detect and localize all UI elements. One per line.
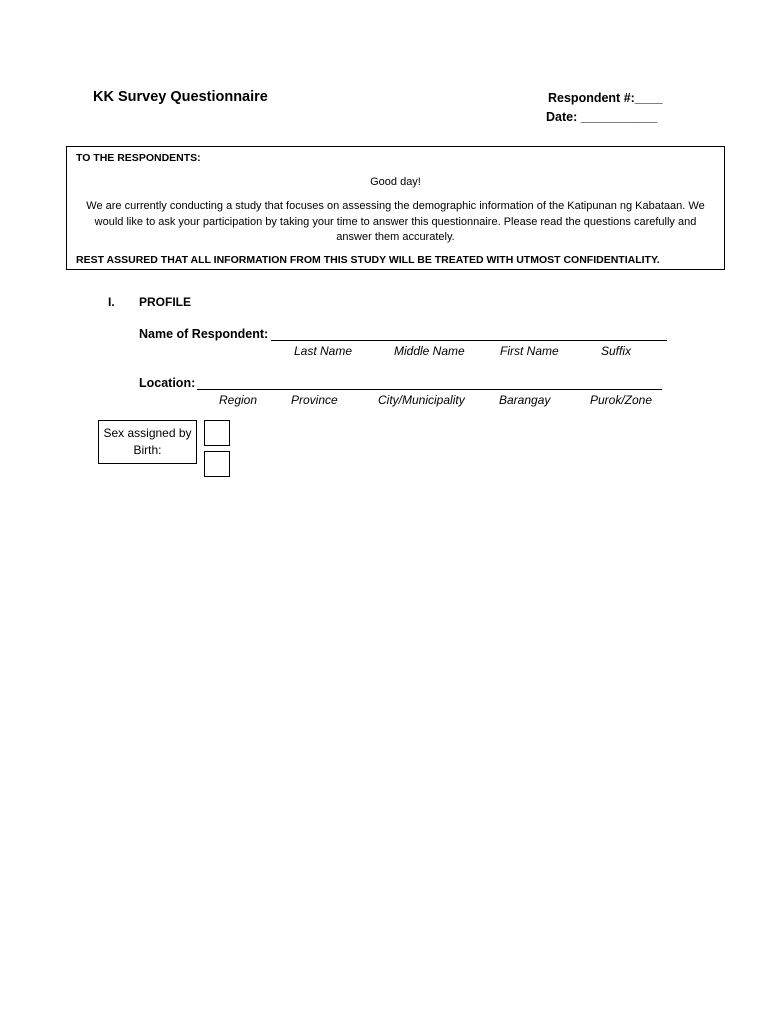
notice-body: We are currently conducting a study that focuses on assessing the demographic information of the Katipunan ng Kabataan. We would like to ask your participation by taking your time to answer this questionnaire. Please read the questions carefully and answer them accurately. <box>86 200 705 243</box>
name-sublabel-suffix: Suffix <box>601 344 632 358</box>
respondent-number-field: Respondent #:____ <box>548 91 663 105</box>
location-sublabel-city: City/Municipality <box>378 393 465 407</box>
page-title: KK Survey Questionnaire <box>93 89 268 105</box>
location-sublabel-barangay: Barangay <box>499 393 551 407</box>
date-field: Date: ___________ <box>546 110 658 124</box>
sex-option-checkbox-1[interactable] <box>204 420 230 446</box>
name-of-respondent-line[interactable] <box>271 340 667 341</box>
respondent-notice-box <box>66 146 725 270</box>
section-title: PROFILE <box>139 295 192 309</box>
location-label: Location: <box>139 376 196 390</box>
name-of-respondent-label: Name of Respondent: <box>139 327 269 341</box>
confidentiality-statement: REST ASSURED THAT ALL INFORMATION FROM THIS STUDY WILL BE TREATED WITH UTMOST CONFIDENTIALITY. <box>76 254 660 266</box>
location-sublabel-region: Region <box>219 393 258 407</box>
location-line[interactable] <box>197 389 662 390</box>
sex-option-checkbox-2[interactable] <box>204 451 230 477</box>
sex-assigned-label-box <box>98 420 197 464</box>
notice-greeting: Good day! <box>370 176 421 188</box>
notice-heading: TO THE RESPONDENTS: <box>76 152 201 164</box>
section-number: I. <box>108 295 115 309</box>
name-sublabel-last: Last Name <box>294 344 353 358</box>
name-sublabel-first: First Name <box>500 344 559 358</box>
sex-assigned-label: Sex assigned by Birth: <box>103 426 192 457</box>
location-sublabel-purok: Purok/Zone <box>590 393 653 407</box>
location-sublabel-province: Province <box>291 393 338 407</box>
name-sublabel-middle: Middle Name <box>394 344 465 358</box>
